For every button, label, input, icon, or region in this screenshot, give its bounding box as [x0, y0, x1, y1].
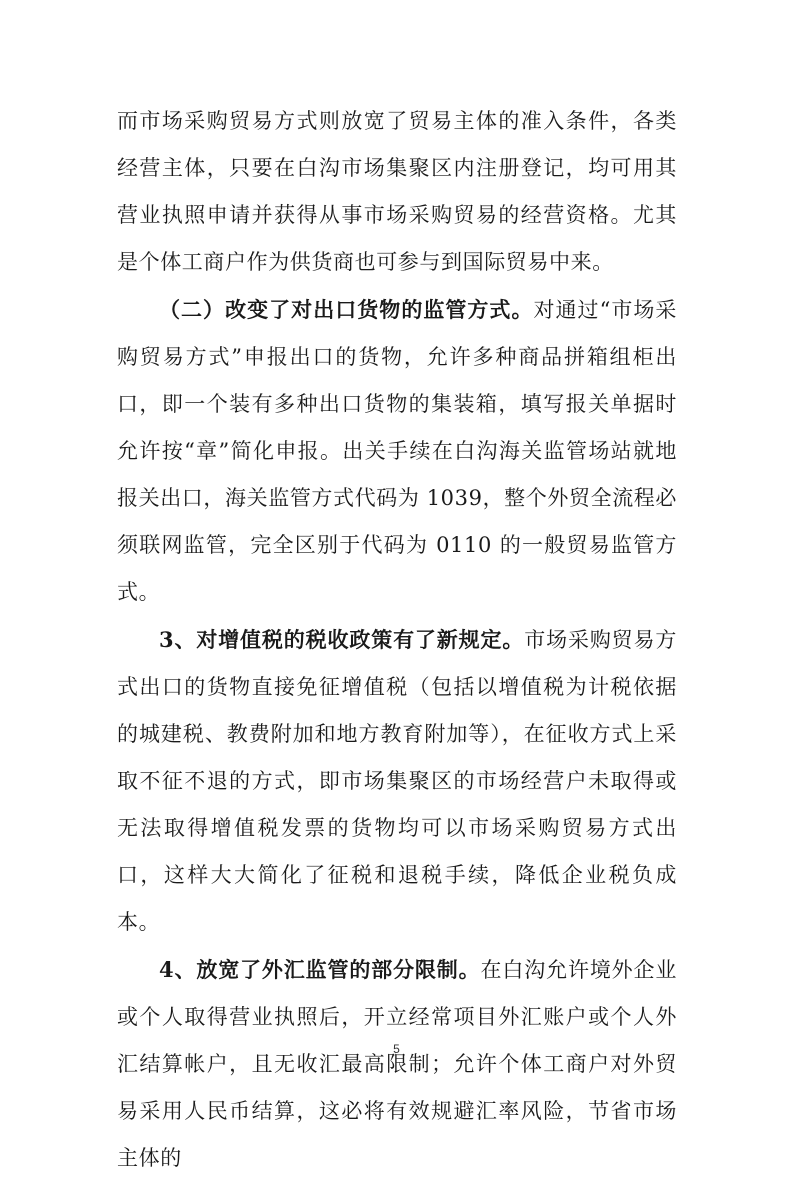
paragraph-forex-supervision — [117, 946, 677, 1182]
body-text — [117, 98, 677, 1182]
paragraph-text: 而市场采购贸易方式则放宽了贸易主体的准入条件，各类经营主体，只要在白沟市场集聚区内注册登记，均可用其营业执照申请并获得从事市场采购贸易的经营资格。尤其是个体工商户作为供货商也可参与到国际贸易中来。 — [117, 109, 677, 274]
paragraph-text: 对通过“市场采购贸易方式”申报出口的货物，允许多种商品拼箱组柜出口，即一个装有多种出口货物的集装箱，填写报关单据时允许按“章”简化申报。出关手续在白沟海关监管场站就地报关出口，海关监管方式代码为 1039，整个外贸全流程必须联网监管，完全区别于代码为 0110 的一般贸易监管方式。 — [117, 298, 678, 604]
paragraph-market-entry — [117, 98, 677, 286]
paragraph-text: 在白沟允许境外企业或个人取得营业执照后，开立经常项目外汇账户或个人外汇结算帐户，且无收汇最高限制；允许个体工商户对外贸易采用人民币结算，这必将有效规避汇率风险，节省市场主体的 — [117, 958, 677, 1170]
paragraph-text: 市场采购贸易方式出口的货物直接免征增值税（包括以增值税为计税依据的城建税、教费附加和地方教育附加等），在征收方式上采取不征不退的方式，即市场集聚区的市场经营户未取得或无法取得增值税发票的货物均可以市场采购贸易方式出口，这样大大简化了征税和退税手续，降低企业税负成本。 — [117, 628, 677, 934]
paragraph-heading: 4、放宽了外汇监管的部分限制。 — [159, 957, 481, 982]
paragraph-vat-policy — [117, 616, 677, 946]
page-number: 5 — [393, 1042, 400, 1056]
paragraph-heading: 3、对增值税的税收政策有了新规定。 — [159, 627, 525, 652]
paragraph-heading: （二）改变了对出口货物的监管方式。 — [159, 297, 534, 322]
paragraph-export-supervision — [117, 286, 677, 616]
